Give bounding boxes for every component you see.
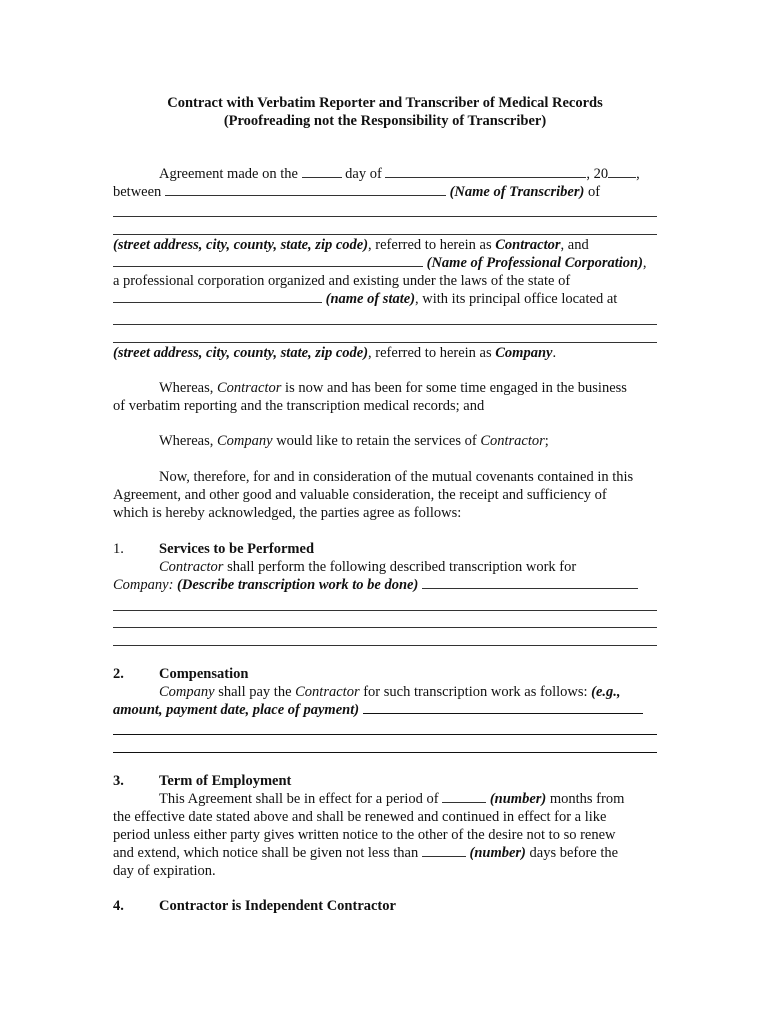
work-blank-line-1[interactable] — [113, 610, 657, 611]
transcriber-name-blank[interactable] — [165, 183, 446, 196]
amount-label: amount, payment date, place of payment) — [113, 702, 360, 718]
now-therefore-line-2: Agreement, and other good and valuable consideration, the receipt and sufficiency of — [113, 487, 607, 503]
address-blank-line-2[interactable] — [113, 234, 657, 235]
month-blank[interactable] — [385, 165, 586, 178]
section-4-number: 4. — [113, 898, 124, 914]
months-blank[interactable] — [442, 790, 486, 803]
section-3-line-1 — [159, 790, 624, 808]
referred-text: , referred to herein as — [368, 237, 492, 253]
section-2-line-1 — [159, 683, 621, 701]
contractor-term: Contractor — [216, 380, 282, 396]
name-of-transcriber-label: (Name of Transcriber) — [449, 184, 585, 200]
year-prefix-text: , 20 — [586, 166, 609, 182]
name-of-state-label: (name of state) — [325, 291, 416, 307]
term-text-4: days before the — [529, 845, 619, 861]
document-title: Contract with Verbatim Reporter and Transcriber of Medical Records — [167, 95, 603, 111]
day-blank[interactable] — [302, 165, 342, 178]
contractor-term: Contractor — [159, 559, 224, 575]
whereas-2-mid: would like to retain the services of — [276, 433, 477, 449]
compensation-blank-line-2[interactable] — [113, 752, 657, 753]
principal-office-text: , with its principal office located at — [415, 291, 618, 307]
section-1-heading: Services to be Performed — [159, 541, 315, 557]
referred-company-text: , referred to herein as — [368, 345, 492, 361]
intro-line-2 — [113, 183, 600, 201]
of-text: of — [587, 184, 601, 200]
whereas-1-line-2: of verbatim reporting and the transcription medical records; and — [113, 398, 485, 414]
corp-name-blank[interactable] — [113, 254, 423, 267]
section-3-number: 3. — [113, 773, 124, 789]
year-blank[interactable] — [608, 165, 636, 178]
company-term: Company — [159, 684, 215, 700]
eg-label: (e.g., — [591, 684, 621, 700]
describe-work-label: (Describe transcription work to be done) — [177, 577, 419, 593]
number-label: (number) — [469, 845, 526, 861]
name-of-corporation-label: (Name of Professional Corporation) — [426, 255, 643, 271]
compensation-blank-line-1[interactable] — [113, 734, 657, 735]
intro-line-6 — [113, 290, 617, 308]
section-3-line-4 — [113, 844, 618, 862]
section-3-line-5: day of expiration. — [113, 863, 216, 879]
number-label: (number) — [489, 791, 547, 807]
office-blank-line-1[interactable] — [113, 324, 657, 325]
term-text-3: and extend, which notice shall be given not less than — [113, 845, 419, 861]
day-of-text: day of — [345, 166, 382, 182]
work-blank-line-2[interactable] — [113, 627, 657, 628]
section-2-heading: Compensation — [159, 666, 249, 682]
document-subtitle: (Proofreading not the Responsibility of Transcriber) — [223, 113, 547, 129]
section-2-number: 2. — [113, 666, 124, 682]
section-3-line-2: the effective date stated above and shall be renewed and continued in effect for a like — [113, 809, 607, 825]
contractor-term: Contractor — [295, 684, 360, 700]
section-2-line-2 — [113, 701, 643, 719]
section-3-line-3: period unless either party gives written notice to the other of the desire not to so renew — [113, 827, 616, 843]
state-blank[interactable] — [113, 290, 322, 303]
company-term: Company — [216, 433, 273, 449]
company-term: Company — [495, 345, 553, 361]
section-2-text-1: shall pay the — [218, 684, 292, 700]
whereas-text: Whereas, — [159, 433, 214, 449]
whereas-1-line-1 — [159, 379, 627, 397]
address-blank-line-1[interactable] — [113, 216, 657, 217]
term-text-1: This Agreement shall be in effect for a period of — [159, 791, 439, 807]
whereas-2-line: Whereas, Company would like to retain the services of Contractor; — [159, 433, 549, 449]
intro-line-3 — [113, 236, 589, 254]
intro-line-4: (Name of Professional Corporation), — [113, 254, 647, 272]
between-text: between — [113, 184, 162, 200]
and-text: , and — [560, 237, 589, 253]
section-1-number: 1. — [113, 541, 124, 557]
term-text-2: months from — [549, 791, 625, 807]
section-1-line-2 — [113, 576, 638, 594]
intro-line-7: (street address, city, county, state, zip code), referred to herein as Company. — [113, 345, 557, 361]
section-3-heading: Term of Employment — [159, 773, 292, 789]
contractor-term: Contractor — [495, 237, 561, 253]
agreement-made-text: Agreement made on the — [159, 166, 298, 182]
contractor-term: Contractor — [480, 433, 545, 449]
company-term: Company: — [113, 577, 174, 593]
now-therefore-line-3: which is hereby acknowledged, the parties agree as follows: — [113, 505, 462, 521]
now-therefore-line-1: Now, therefore, for and in consideration of the mutual covenants contained in this — [159, 469, 634, 485]
days-blank[interactable] — [422, 844, 466, 857]
work-blank-line-3[interactable] — [113, 645, 657, 646]
work-description-blank[interactable] — [422, 576, 638, 589]
compensation-blank[interactable] — [363, 701, 643, 714]
section-1-line-1 — [159, 558, 576, 576]
street-address-label: (street address, city, county, state, zip code) — [113, 237, 369, 253]
street-address-label-2: (street address, city, county, state, zip code) — [113, 345, 369, 361]
office-blank-line-2[interactable] — [113, 342, 657, 343]
section-4-heading: Contractor is Independent Contractor — [159, 898, 396, 914]
whereas-text: Whereas, — [159, 380, 214, 396]
section-2-text-2: for such transcription work as follows: — [363, 684, 588, 700]
intro-line-5: a professional corporation organized and existing under the laws of the state of — [113, 273, 571, 289]
whereas-1-rest: is now and has been for some time engaged in the business — [285, 380, 627, 396]
section-1-text: shall perform the following described transcription work for — [227, 559, 577, 575]
intro-line-1: Agreement made on the day of , 20 , — [159, 166, 640, 182]
